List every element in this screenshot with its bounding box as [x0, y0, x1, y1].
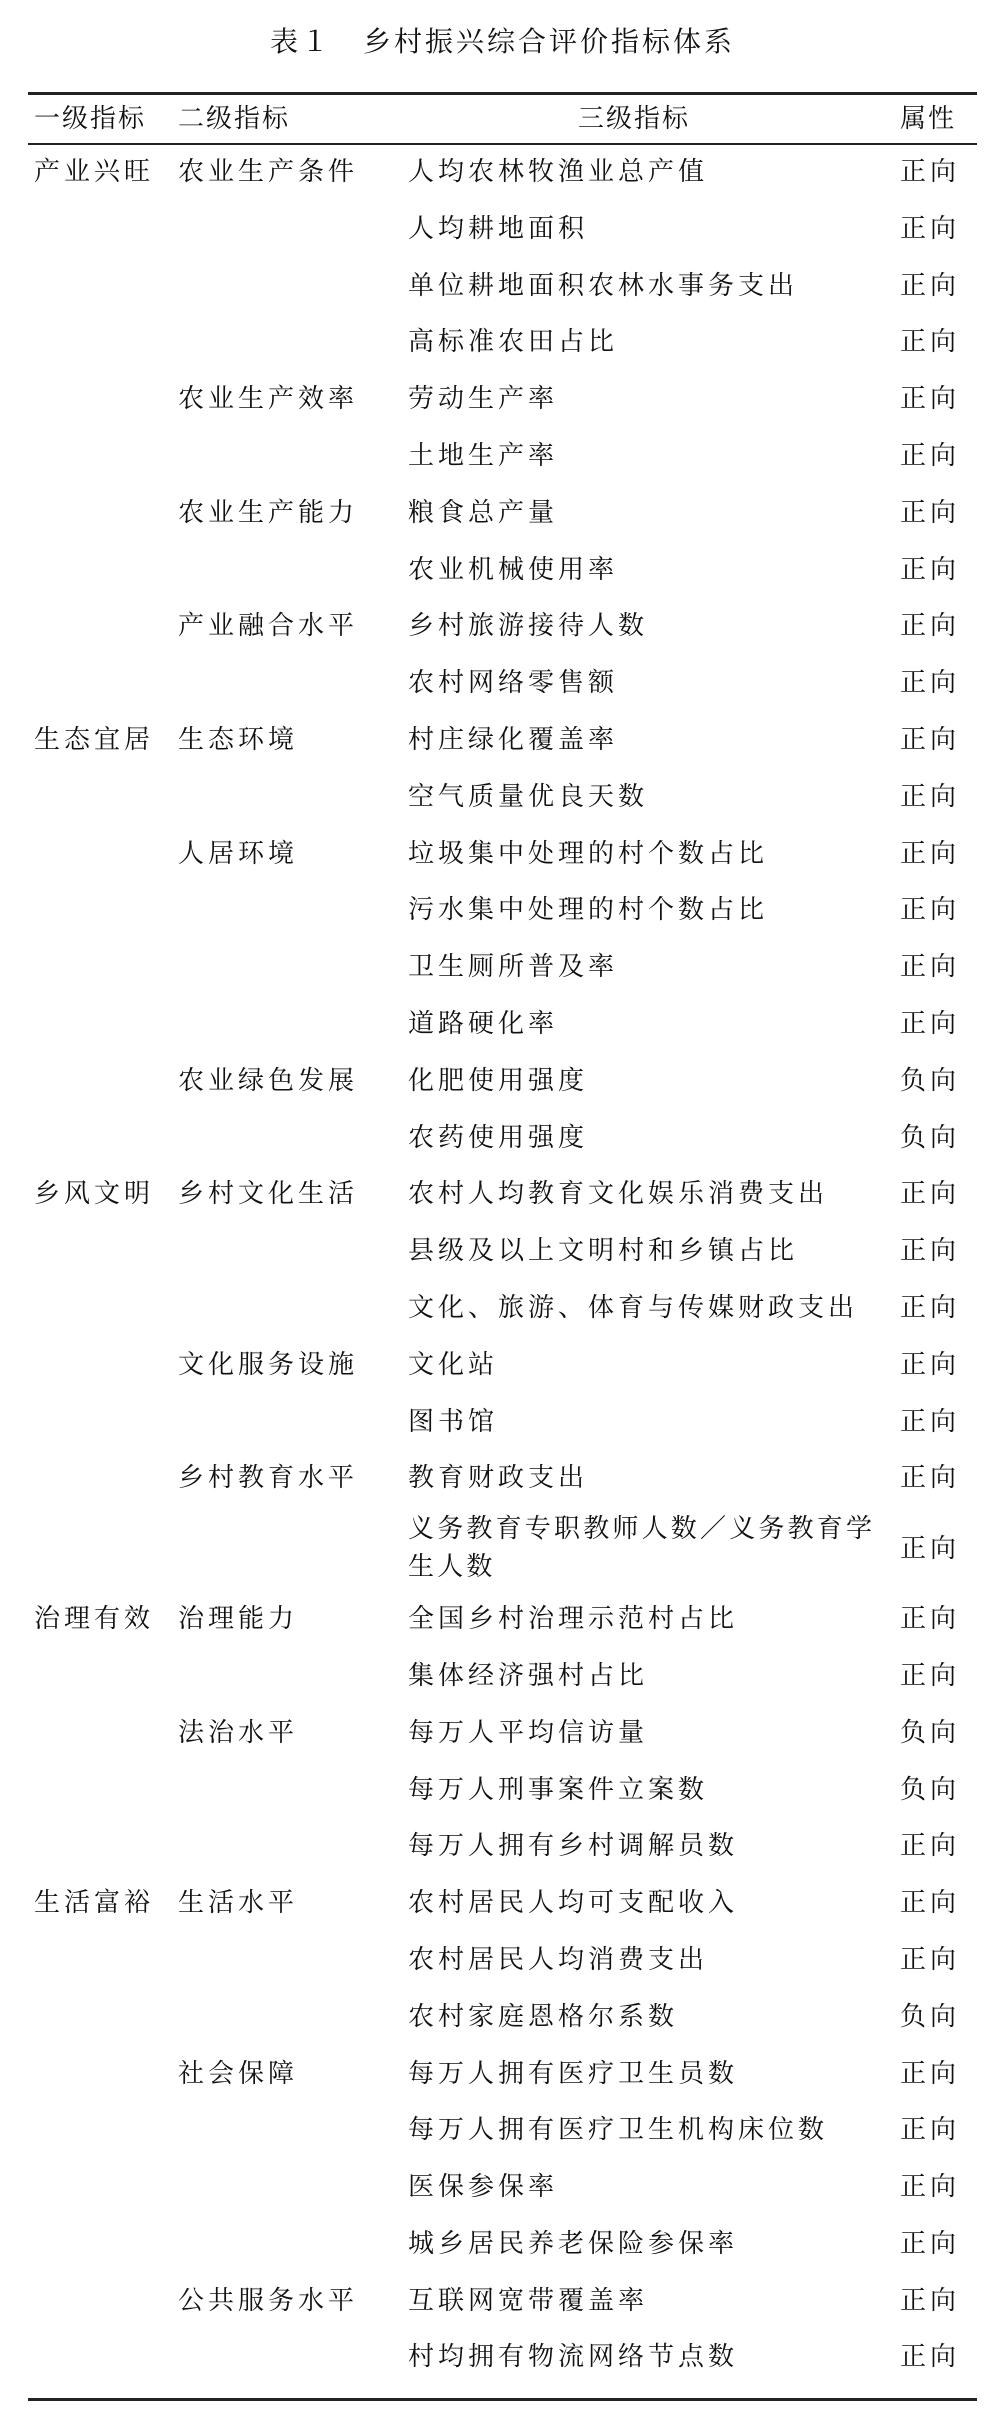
table-row [0, 598, 1005, 655]
attribute-cell: 正向 [900, 2115, 961, 2146]
level1-cell: 生态宜居 [34, 724, 155, 755]
table-row [0, 2102, 1005, 2159]
level2-cell: 乡村教育水平 [178, 1463, 359, 1494]
header-level2: 二级指标 [178, 104, 291, 134]
level3-cell: 农村居民人均消费支出 [408, 1944, 709, 1975]
level1-cell: 治理有效 [34, 1604, 155, 1635]
attribute-cell: 正向 [900, 1660, 961, 1691]
level3-cell: 粮食总产量 [408, 497, 559, 528]
level3-cell: 每万人拥有医疗卫生机构床位数 [408, 2115, 829, 2146]
level3-cell: 城乡居民养老保险参保率 [408, 2228, 739, 2259]
level2-cell: 农业生产能力 [178, 497, 359, 528]
attribute-cell: 正向 [900, 270, 961, 301]
table-row [0, 1591, 1005, 1648]
table-row [0, 1223, 1005, 1280]
level2-cell: 生态环境 [178, 724, 299, 755]
attribute-cell: 正向 [900, 1349, 961, 1380]
level3-cell: 垃圾集中处理的村个数占比 [408, 838, 769, 869]
level3-cell: 人均农林牧渔业总产值 [408, 157, 709, 187]
level3-cell: 医保参保率 [408, 2172, 559, 2203]
level2-cell: 乡村文化生活 [178, 1179, 359, 1210]
attribute-cell: 正向 [900, 1944, 961, 1975]
table-title: 表１ 乡村振兴综合评价指标体系 [269, 25, 735, 58]
table-row [0, 2216, 1005, 2273]
table-row [0, 1110, 1005, 1167]
table-row [0, 428, 1005, 485]
level3-cell: 每万人拥有乡村调解员数 [408, 1831, 739, 1862]
table-row [0, 1507, 1005, 1591]
attribute-cell: 负向 [900, 1774, 961, 1805]
level3-cell: 教育财政支出 [408, 1463, 589, 1494]
attribute-cell: 正向 [900, 327, 961, 358]
attribute-cell: 正向 [900, 611, 961, 642]
table-row [0, 1648, 1005, 1705]
level3-cell: 村均拥有物流网络节点数 [408, 2342, 739, 2373]
level3-cell: 集体经济强村占比 [408, 1660, 649, 1691]
table-row [0, 201, 1005, 258]
attribute-cell: 负向 [900, 1122, 961, 1153]
level3-cell: 每万人平均信访量 [408, 1717, 649, 1748]
attribute-cell: 正向 [900, 157, 961, 187]
table-row [0, 2273, 1005, 2330]
table-row [0, 1818, 1005, 1875]
table-row [0, 1394, 1005, 1451]
level2-cell: 文化服务设施 [178, 1349, 359, 1380]
level3-cell: 土地生产率 [408, 440, 559, 471]
level1-cell: 生活富裕 [34, 1888, 155, 1919]
level3-cell: 文化、旅游、体育与传媒财政支出 [408, 1292, 859, 1323]
level3-cell: 义务教育专职教师人数／义务教育学生人数 [408, 1514, 876, 1583]
attribute-cell: 正向 [900, 554, 961, 585]
attribute-cell: 正向 [900, 781, 961, 812]
table-row [0, 1450, 1005, 1507]
level3-cell: 乡村旅游接待人数 [408, 611, 649, 642]
level3-cell: 道路硬化率 [408, 1008, 559, 1039]
header-level1: 一级指标 [34, 104, 147, 134]
level3-cell: 劳动生产率 [408, 384, 559, 415]
attribute-cell: 正向 [900, 1292, 961, 1323]
level3-cell: 高标准农田占比 [408, 327, 619, 358]
level3-cell: 农村居民人均可支配收入 [408, 1888, 739, 1919]
level3-cell: 农村人均教育文化娱乐消费支出 [408, 1179, 829, 1210]
level2-cell: 社会保障 [178, 2058, 299, 2089]
bottom-rule [28, 2398, 977, 2401]
table-row [0, 712, 1005, 769]
attribute-cell: 正向 [900, 2285, 961, 2316]
level2-cell: 法治水平 [178, 1717, 299, 1748]
attribute-cell: 正向 [900, 895, 961, 926]
table-row [0, 2046, 1005, 2103]
table-row [0, 371, 1005, 428]
table-row [0, 996, 1005, 1053]
level2-cell: 农业绿色发展 [178, 1065, 359, 1096]
table-row [0, 939, 1005, 996]
level3-cell: 文化站 [408, 1349, 499, 1380]
table-row [0, 258, 1005, 315]
level2-cell: 农业生产条件 [178, 157, 359, 187]
header-attribute: 属性 [900, 104, 957, 134]
attribute-cell: 正向 [900, 724, 961, 755]
attribute-cell: 正向 [900, 952, 961, 983]
attribute-cell: 正向 [900, 838, 961, 869]
table-row [0, 1875, 1005, 1932]
attribute-cell: 正向 [900, 497, 961, 528]
level3-cell: 村庄绿化覆盖率 [408, 724, 619, 755]
level3-cell: 农村家庭恩格尔系数 [408, 2001, 679, 2032]
table-row [0, 769, 1005, 826]
attribute-cell: 负向 [900, 1065, 961, 1096]
table-row [0, 1932, 1005, 1989]
table-row [0, 2159, 1005, 2216]
level2-cell: 公共服务水平 [178, 2285, 359, 2316]
attribute-cell: 正向 [900, 668, 961, 699]
attribute-cell: 正向 [900, 1888, 961, 1919]
table-header [0, 95, 1005, 143]
table-row [0, 485, 1005, 542]
level3-cell: 农业机械使用率 [408, 554, 619, 585]
level2-cell: 人居环境 [178, 838, 299, 869]
level2-cell: 产业融合水平 [178, 611, 359, 642]
attribute-cell: 正向 [900, 1179, 961, 1210]
table-row [0, 882, 1005, 939]
attribute-cell: 正向 [900, 1831, 961, 1862]
attribute-cell: 正向 [900, 1008, 961, 1039]
level1-cell: 产业兴旺 [34, 157, 155, 187]
level2-cell: 生活水平 [178, 1888, 299, 1919]
attribute-cell: 正向 [900, 1463, 961, 1494]
level2-cell: 治理能力 [178, 1604, 299, 1635]
table-row [0, 1705, 1005, 1762]
table-row [0, 1337, 1005, 1394]
table-row [0, 144, 1005, 201]
table-row [0, 1989, 1005, 2046]
table-row [0, 1762, 1005, 1819]
table-body [0, 144, 1005, 2386]
attribute-cell: 正向 [900, 384, 961, 415]
level3-cell: 单位耕地面积农林水事务支出 [408, 270, 799, 301]
attribute-cell: 正向 [900, 1236, 961, 1267]
level3-cell: 每万人刑事案件立案数 [408, 1774, 709, 1805]
level3-cell: 图书馆 [408, 1406, 499, 1437]
attribute-cell: 正向 [900, 213, 961, 244]
table-row [0, 542, 1005, 599]
attribute-cell: 正向 [900, 2172, 961, 2203]
table-row [0, 1053, 1005, 1110]
table-row [0, 826, 1005, 883]
table-row [0, 1166, 1005, 1223]
level3-cell: 县级及以上文明村和乡镇占比 [408, 1236, 799, 1267]
level3-cell: 人均耕地面积 [408, 213, 589, 244]
attribute-cell: 正向 [900, 2228, 961, 2259]
table-row [0, 314, 1005, 371]
attribute-cell: 正向 [900, 1406, 961, 1437]
level3-cell: 卫生厕所普及率 [408, 952, 619, 983]
header-level3: 三级指标 [578, 104, 691, 134]
attribute-cell: 正向 [900, 1534, 961, 1565]
attribute-cell: 负向 [900, 2001, 961, 2032]
attribute-cell: 正向 [900, 440, 961, 471]
level3-cell: 空气质量优良天数 [408, 781, 649, 812]
level2-cell: 农业生产效率 [178, 384, 359, 415]
attribute-cell: 正向 [900, 1604, 961, 1635]
level1-cell: 乡风文明 [34, 1179, 155, 1210]
table-row [0, 1280, 1005, 1337]
table-row [0, 2329, 1005, 2386]
level3-cell: 化肥使用强度 [408, 1065, 589, 1096]
level3-cell: 农村网络零售额 [408, 668, 619, 699]
level3-cell: 全国乡村治理示范村占比 [408, 1604, 739, 1635]
level3-cell: 农药使用强度 [408, 1122, 589, 1153]
level3-cell: 每万人拥有医疗卫生员数 [408, 2058, 739, 2089]
attribute-cell: 正向 [900, 2058, 961, 2089]
attribute-cell: 正向 [900, 2342, 961, 2373]
table-row [0, 655, 1005, 712]
level3-cell: 互联网宽带覆盖率 [408, 2285, 649, 2316]
attribute-cell: 负向 [900, 1717, 961, 1748]
level3-cell: 污水集中处理的村个数占比 [408, 895, 769, 926]
